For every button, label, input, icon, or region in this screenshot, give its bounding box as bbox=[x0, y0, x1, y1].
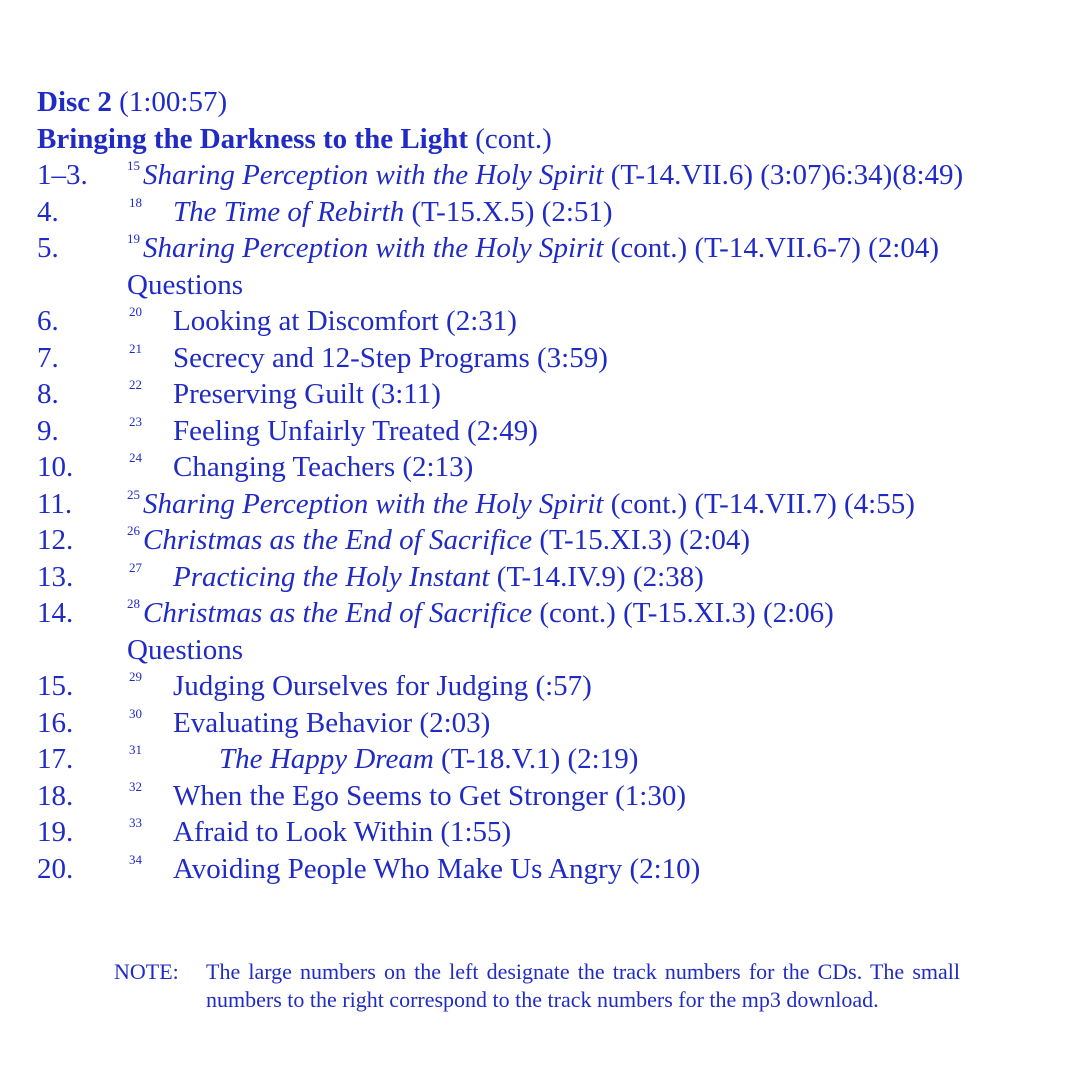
track-title: Afraid to Look Within (1:55) bbox=[173, 816, 512, 848]
track-title: When the Ego Seems to Get Stronger (1:30) bbox=[173, 779, 687, 812]
mp3-track-number: 31 bbox=[129, 742, 142, 757]
cd-track-number: 10. bbox=[37, 451, 74, 483]
note-text: The large numbers on the left designate the track numbers for the CDs. The small numbers to the right correspond to the track numbers for the mp3 download. bbox=[206, 959, 960, 1012]
track-row bbox=[37, 595, 1067, 632]
track-title: Changing Teachers (2:13) bbox=[173, 451, 474, 483]
cd-track-number: 8. bbox=[37, 378, 59, 410]
cd-track-number: 9. bbox=[37, 414, 59, 447]
cd-track-number: 1–3. bbox=[37, 159, 88, 191]
track-row bbox=[37, 486, 1067, 523]
disc-label: Disc 2 bbox=[37, 86, 112, 118]
mp3-track-number: 15 bbox=[127, 158, 140, 173]
cd-track-number: 5. bbox=[37, 232, 59, 264]
track-row bbox=[37, 230, 1067, 267]
mp3-track-number: 27 bbox=[129, 559, 142, 575]
track-reference: (T-15.X.5) (2:51) bbox=[411, 195, 613, 228]
mp3-track-number: 23 bbox=[129, 413, 142, 429]
mp3-track-number: 18 bbox=[129, 194, 142, 210]
track-title bbox=[143, 486, 915, 523]
track-title-italic: Sharing Perception with the Holy Spirit bbox=[143, 232, 604, 264]
track-title bbox=[173, 194, 613, 231]
questions-label: Questions bbox=[127, 268, 243, 301]
mp3-track-number: 32 bbox=[129, 778, 142, 794]
cd-track-number: 4. bbox=[37, 195, 59, 228]
track-title: Judging Ourselves for Judging (:57) bbox=[173, 670, 592, 702]
cd-track-number: 12. bbox=[37, 524, 74, 556]
track-row bbox=[37, 413, 1067, 450]
track-row bbox=[37, 522, 1067, 559]
track-title-italic: The Time of Rebirth bbox=[173, 195, 405, 228]
track-reference: (T-15.XI.3) (2:04) bbox=[539, 524, 751, 556]
track-title: Preserving Guilt (3:11) bbox=[173, 378, 441, 410]
note-label: NOTE: bbox=[114, 959, 179, 984]
track-title bbox=[143, 522, 750, 559]
track-title-italic: Sharing Perception with the Holy Spirit bbox=[143, 159, 604, 191]
track-title: Secrecy and 12-Step Programs (3:59) bbox=[173, 341, 608, 374]
track-reference: (T-14.IV.9) (2:38) bbox=[496, 560, 704, 593]
track-reference: (cont.) (T-15.XI.3) (2:06) bbox=[539, 597, 834, 629]
track-reference: (T-18.V.1) (2:19) bbox=[441, 743, 639, 775]
mp3-track-number: 19 bbox=[127, 231, 140, 246]
mp3-track-number: 20 bbox=[129, 304, 142, 319]
cd-track-number: 15. bbox=[37, 670, 74, 702]
track-listing bbox=[37, 84, 1067, 887]
section-heading bbox=[37, 121, 1067, 158]
questions-subheading bbox=[37, 632, 1067, 669]
cd-track-number: 11. bbox=[37, 487, 73, 520]
disc-heading bbox=[37, 84, 1067, 121]
track-row bbox=[37, 741, 1067, 778]
mp3-track-number: 29 bbox=[129, 669, 142, 684]
track-title bbox=[143, 595, 834, 632]
mp3-track-number: 26 bbox=[127, 523, 140, 538]
track-row bbox=[37, 705, 1067, 742]
cd-track-number: 16. bbox=[37, 706, 74, 739]
section-cont: (cont.) bbox=[475, 122, 552, 155]
track-title: Evaluating Behavior (2:03) bbox=[173, 706, 491, 739]
cd-track-number: 18. bbox=[37, 779, 74, 812]
track-title-italic: The Happy Dream bbox=[219, 743, 434, 775]
track-title bbox=[143, 230, 939, 267]
track-title bbox=[173, 559, 704, 596]
track-row bbox=[37, 376, 1067, 413]
cd-track-number: 14. bbox=[37, 597, 74, 629]
track-title: Avoiding People Who Make Us Angry (2:10) bbox=[173, 852, 701, 885]
track-title-italic: Sharing Perception with the Holy Spirit bbox=[143, 487, 604, 520]
mp3-track-number: 25 bbox=[127, 486, 140, 502]
disc-duration: (1:00:57) bbox=[119, 86, 228, 118]
cd-track-number: 13. bbox=[37, 560, 74, 593]
track-row bbox=[37, 340, 1067, 377]
questions-label: Questions bbox=[127, 633, 243, 666]
track-row bbox=[37, 559, 1067, 596]
track-row bbox=[37, 449, 1067, 486]
cd-track-number: 20. bbox=[37, 852, 74, 885]
track-row bbox=[37, 157, 1067, 194]
cd-track-number: 17. bbox=[37, 743, 74, 775]
mp3-track-number: 22 bbox=[129, 377, 142, 392]
mp3-track-number: 33 bbox=[129, 815, 142, 830]
track-row bbox=[37, 778, 1067, 815]
mp3-track-number: 34 bbox=[129, 851, 142, 867]
mp3-track-number: 24 bbox=[129, 450, 142, 465]
track-title bbox=[143, 157, 963, 194]
cd-track-number: 19. bbox=[37, 816, 74, 848]
track-title: Looking at Discomfort (2:31) bbox=[173, 305, 517, 337]
track-title-italic: Christmas as the End of Sacrifice bbox=[143, 597, 533, 629]
track-row bbox=[37, 668, 1067, 705]
track-title bbox=[219, 741, 638, 778]
track-reference: (cont.) (T-14.VII.7) (4:55) bbox=[610, 487, 915, 520]
track-row bbox=[37, 303, 1067, 340]
track-reference: (T-14.VII.6) (3:07)6:34)(8:49) bbox=[610, 159, 964, 191]
track-title: Feeling Unfairly Treated (2:49) bbox=[173, 414, 538, 447]
questions-subheading bbox=[37, 267, 1067, 304]
mp3-track-number: 28 bbox=[127, 596, 140, 611]
track-row bbox=[37, 851, 1067, 888]
mp3-track-number: 21 bbox=[129, 340, 142, 356]
track-row bbox=[37, 194, 1067, 231]
cd-track-number: 7. bbox=[37, 341, 59, 374]
track-title-italic: Practicing the Holy Instant bbox=[173, 560, 490, 593]
track-reference: (cont.) (T-14.VII.6-7) (2:04) bbox=[610, 232, 940, 264]
section-title: Bringing the Darkness to the Light bbox=[37, 122, 469, 155]
track-title-italic: Christmas as the End of Sacrifice bbox=[143, 524, 533, 556]
track-row bbox=[37, 814, 1067, 851]
mp3-track-number: 30 bbox=[129, 705, 142, 721]
cd-track-number: 6. bbox=[37, 305, 59, 337]
